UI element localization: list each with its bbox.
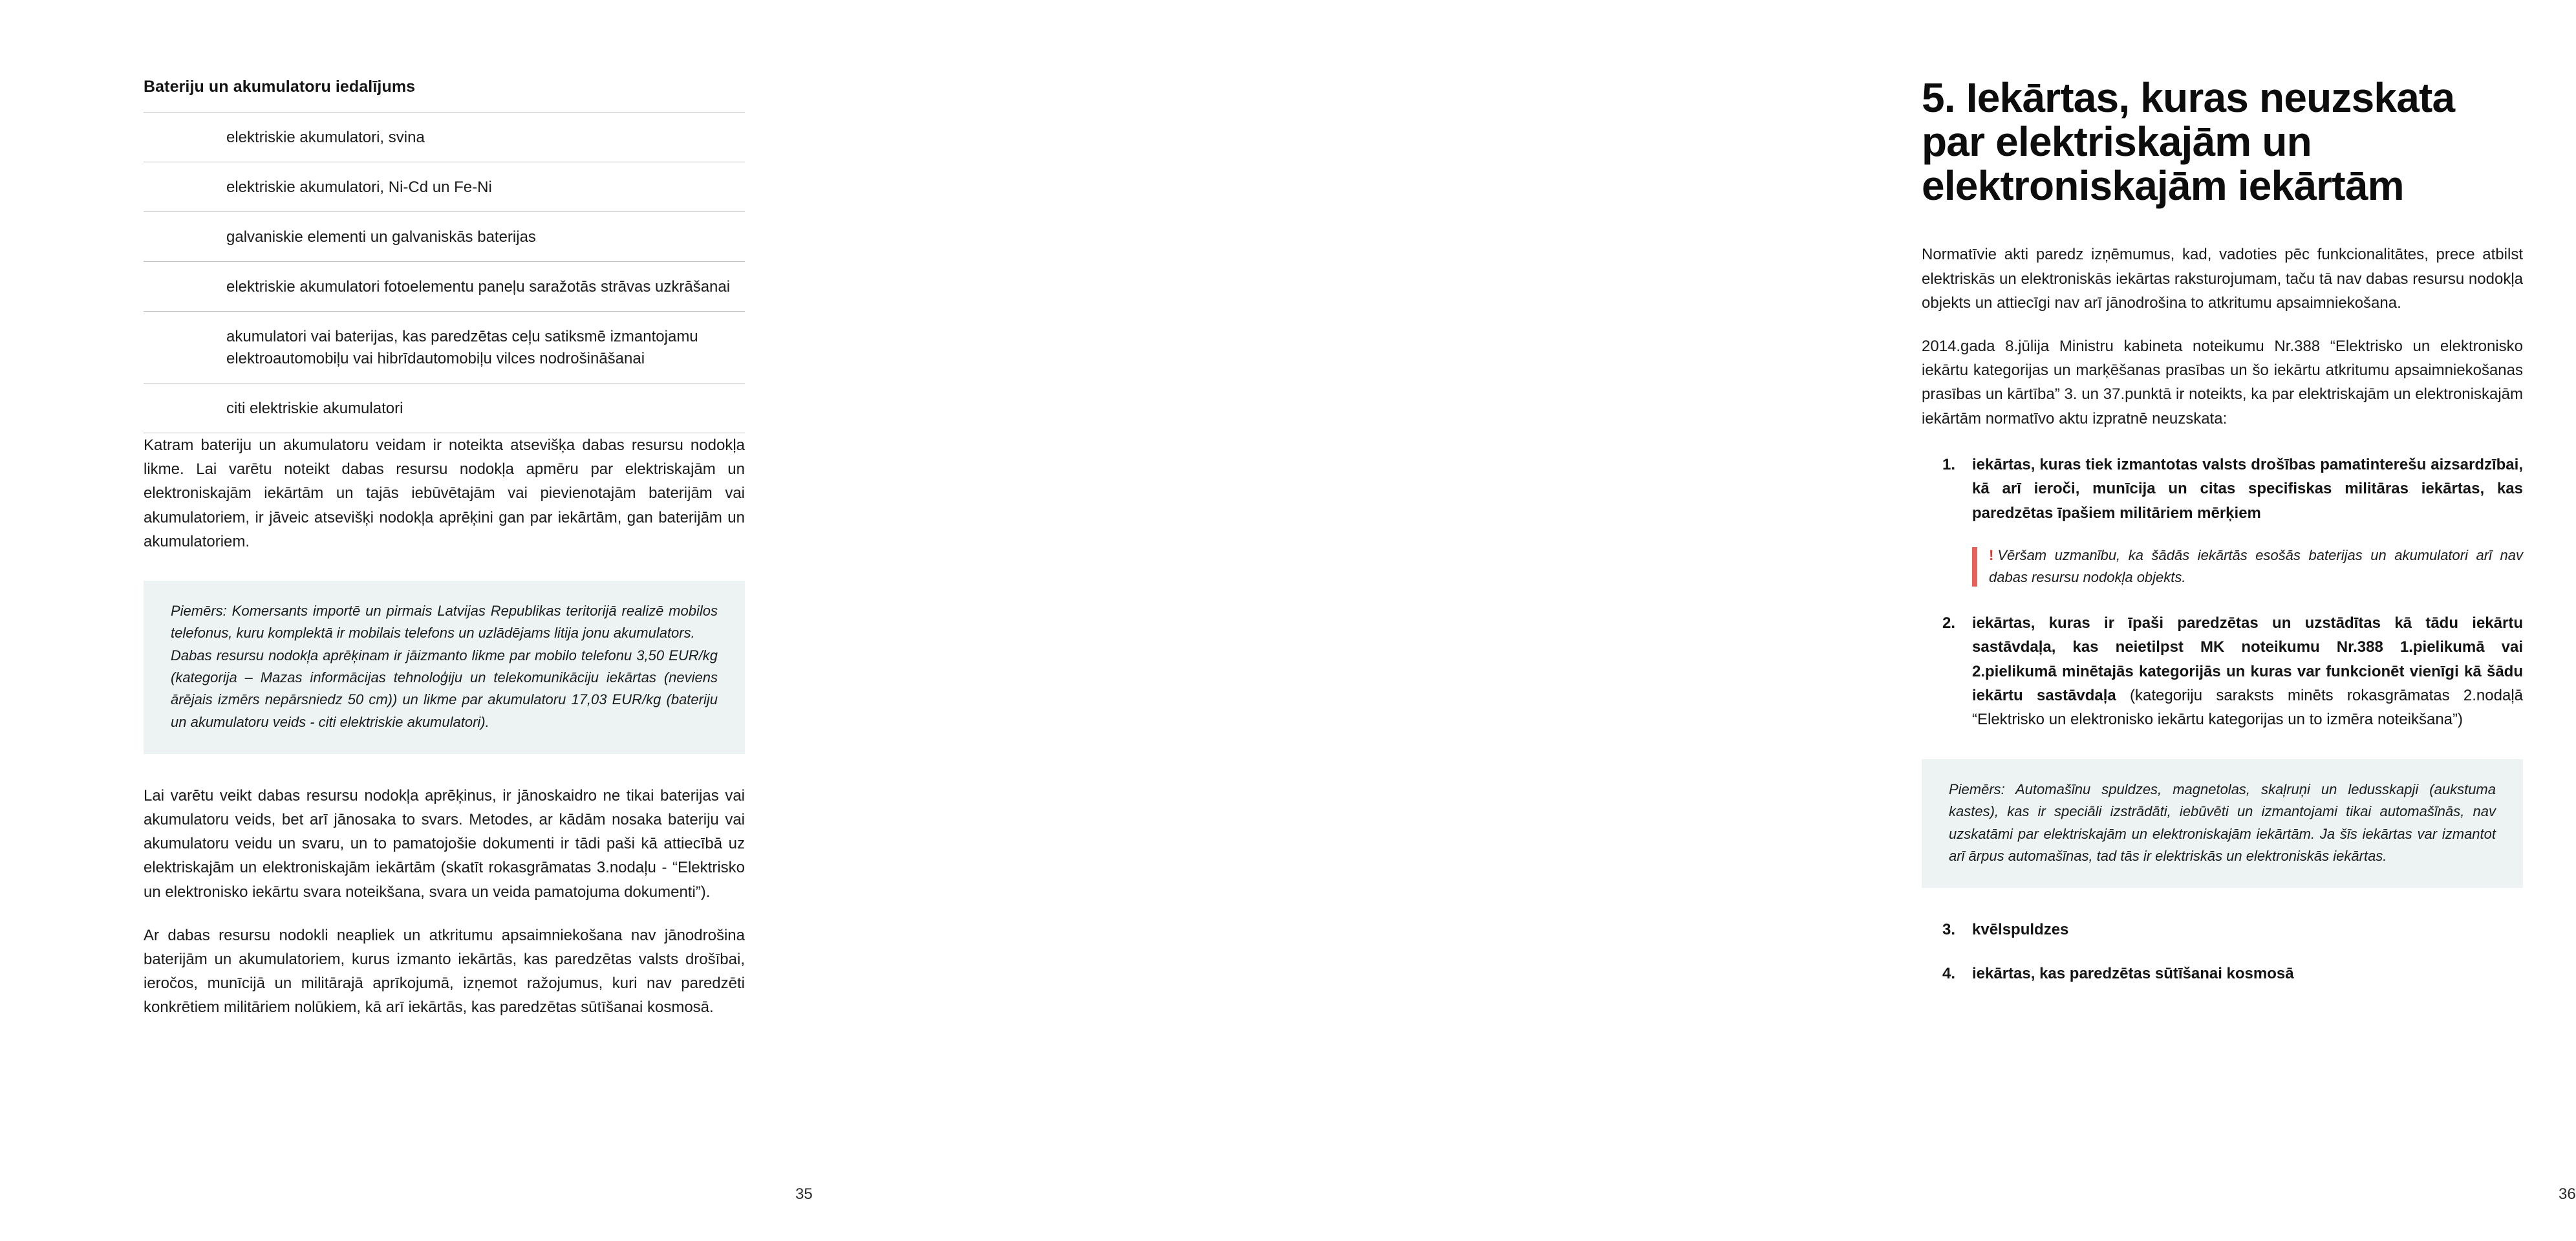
exclusion-list xyxy=(1922,453,2523,525)
table-row xyxy=(144,311,745,383)
example-callout-left xyxy=(144,581,745,754)
table-row xyxy=(144,162,745,211)
table-cell: citi elektriskie akumulatori xyxy=(226,399,403,417)
paragraph-weight-determination: Lai varētu veikt dabas resursu nodokļa aprēķinus, ir jānoskaidro ne tikai baterijas vai akumulatoru veids, bet arī jānosaka to svars. Metodes, ar kādām nosaka bateriju vai akumulatoru veidu un svaru, un to pamatojošie dokumenti ir tādi paši kā attiecībā uz elektriskajām un elektroniskajām iekārtām (skatīt rokasgrāmatas 3.nodaļu - “Elektrisko un elektronisko iekārtu svara noteikšana, svara un veida pamatojuma dokumenti”). xyxy=(144,786,745,901)
page-right xyxy=(881,0,2576,1241)
paragraph-battery-tax-rates: Katram bateriju un akumulatoru veidam ir noteikta atsevišķa dabas resursu nodokļa likme. Lai varētu noteikt dabas resursu nodokļa apmēru par elektriskajām un elektroniskajām iekārtām un tajās iebūvētajām vai pievienotajām baterijām vai akumulatoriem, ir jāveic atsevišķi nodokļa aprēķini gan par iekārtām, gan baterijām un akumulatoriem. xyxy=(144,437,745,550)
page-number-left: 35 xyxy=(795,1185,813,1203)
list-item-text: kvēlspuldzes xyxy=(1972,921,2069,939)
exclusion-list-tail xyxy=(1922,918,2523,986)
table-cell: galvaniskie elementi un galvaniskās baterijas xyxy=(226,228,536,246)
list-item xyxy=(1922,962,2523,986)
list-item-text: iekārtas, kas paredzētas sūtīšanai kosmosā xyxy=(1972,964,2294,982)
table-row xyxy=(144,261,745,311)
page-number-right: 36 xyxy=(2559,1185,2576,1203)
exclusion-list-cont xyxy=(1922,611,2523,732)
example-text: Piemērs: Automašīnu spuldzes, magnetolas, skaļruņi un ledusskapji (aukstuma kastes), kas ir speciāli izstrādāti, iebūvēti un izmantojami tikai automašīnās, nav uzskatāmi par elektriskajām un elektroniskajām iekārtām. Ja šīs iekārtas var izmantot arī ārpus automašīnas, tad tās ir elektriskās un elektroniskās iekārtas. xyxy=(1949,781,2496,864)
example-text-line-1: Piemērs: Komersants importē un pirmais Latvijas Republikas teritorijā realizē mobilos telefonus, kuru komplektā ir mobilais telefons un uzlādējams litija jonu akumulators. xyxy=(171,602,718,642)
paragraph-exceptions-intro: Normatīvie akti paredz izņēmumus, kad, vadoties pēc funkcionalitātes, prece atbilst elektriskās un elektroniskās iekārtas raksturojumam, taču tā nav dabas resursu nodokļa objekts un attiecīgi nav arī jānodrošina to atkritumu apsaimniekošana. xyxy=(1922,246,2523,312)
table-cell: elektriskie akumulatori, Ni-Cd un Fe-Ni xyxy=(226,178,492,196)
chapter-heading: 5. Iekārtas, kuras neuzskata par elektriskajām un elektroniskajām iekārtām xyxy=(1922,74,2455,209)
table-cell: elektriskie akumulatori fotoelementu paneļu saražotās strāvas uzkrāšanai xyxy=(226,277,731,296)
table-cell: akumulatori vai baterijas, kas paredzētas ceļu satiksmē izmantojamu elektroautomobiļu vai hibrīdautomobiļu vilces nodrošināšanai xyxy=(226,327,698,367)
list-item xyxy=(1922,453,2523,525)
example-callout-right xyxy=(1922,759,2523,888)
warning-text: Vēršam uzmanību, ka šādās iekārtās esošās baterijas un akumulatori arī nav dabas resursu nodokļa objekts. xyxy=(1989,547,2523,586)
list-item xyxy=(1922,918,2523,942)
page-left-content xyxy=(144,76,745,1039)
table-cell: elektriskie akumulatori, svina xyxy=(226,128,425,146)
exclamation-icon: ! xyxy=(1989,547,1994,564)
example-text-line-2: Dabas resursu nodokļa aprēķinam ir jāizmanto likme par mobilo telefonu 3,50 EUR/kg (kategorija – Mazas informācijas tehnoloģiju un telekomunikāciju iekārtas (neviens ārējais izmērs nepārsniedz 50 cm)) un likme par akumulatoru 17,03 EUR/kg (bateriju un akumulatoru veids - citi elektriskie akumulatori). xyxy=(171,647,718,730)
page-left xyxy=(0,0,881,1241)
list-item xyxy=(1922,611,2523,732)
list-item-text-bold: iekārtas, kuras ir īpaši paredzētas un uzstādītas kā tādu iekārtu sastāvdaļa, kas neietilpst MK noteikumu Nr.388 1.pielikumā vai 2.pielikumā minētajās kategorijās un kuras var funkcionēt vienīgi kā šādu iekārtu sastāvdaļa xyxy=(1972,614,2523,705)
list-item-text: iekārtas, kuras tiek izmantotas valsts drošības pamatinterešu aizsardzībai, kā arī ieroči, munīcija un citas specifiskas militāras iekārtas, kas paredzētas īpašiem militāriem mērķiem xyxy=(1972,455,2523,522)
table-row xyxy=(144,112,745,162)
battery-categories-table xyxy=(144,112,745,434)
warning-callout xyxy=(1972,545,2523,589)
paragraph-regulation-388: 2014.gada 8.jūlija Ministru kabineta noteikumu Nr.388 “Elektrisko un elektronisko iekārtu kategorijas un marķēšanas prasības un šo iekārtu atkritumu apsaimniekošanas prasības un kārtība” 3. un 37.punktā ir noteikts, ka par elektriskajām un elektroniskajām iekārtām normatīvo aktu izpratnē neuzskata: xyxy=(1922,338,2523,427)
list-item-text-normal: (kategoriju saraksts minēts rokasgrāmatas 2.nodaļā “Elektrisko un elektronisko iekārtu kategorijas un to izmēra noteikšana”) xyxy=(1972,687,2523,729)
table-row xyxy=(144,383,745,433)
page-right-content xyxy=(1922,76,2523,1005)
table-row xyxy=(144,211,745,261)
table-title: Bateriju un akumulatoru iedalījums xyxy=(144,78,416,96)
paragraph-exemptions: Ar dabas resursu nodokli neapliek un atkritumu apsaimniekošana nav jānodrošina baterijām un akumulatoriem, kurus izmanto iekārtās, kas paredzētas valsts drošībai, ieročos, munīcijā un militārajā aprīkojumā, izņemot ražojumus, kuri nav paredzēti konkrētiem militāriem nolūkiem, kā arī iekārtās, kas paredzētas sūtīšanai kosmosā. xyxy=(144,926,745,1017)
